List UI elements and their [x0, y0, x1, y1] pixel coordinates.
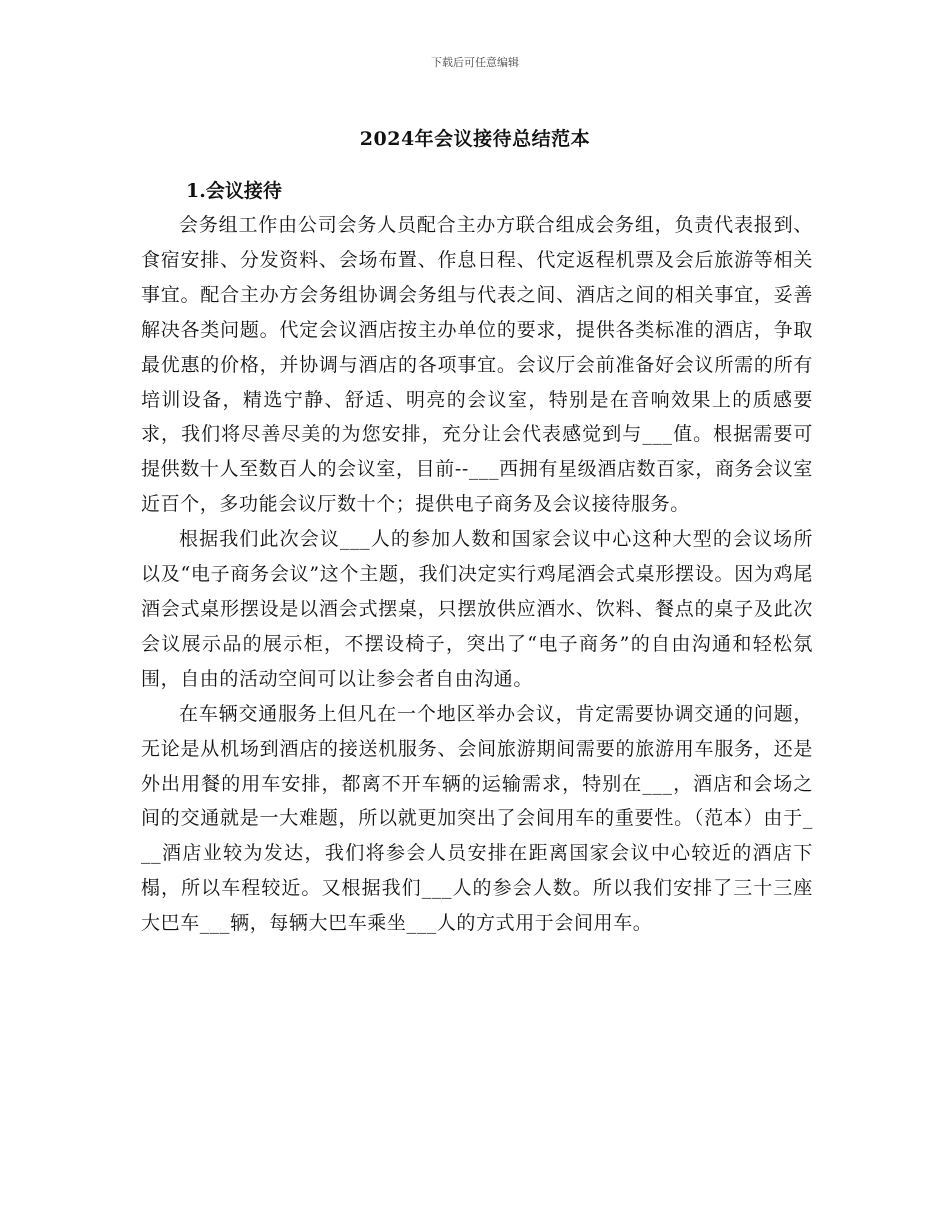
section-heading: 1.会议接待: [186, 180, 282, 202]
paragraph-reception-team: 会务组工作由公司会务人员配合主办方联合组成会务组，负责代表报到、食宿安排、分发资料、会场布置、作息日程、代定返程机票及会后旅游等相关事宜。配合主办方会务组协调会务组与代表之间、酒店之间的相关事宜，妥善解决各类问题。代定会议酒店按主办单位的要求，提供各类标准的酒店，争取最优惠的价格，并协调与酒店的各项事宜。会议厅会前准备好会议所需的所有培训设备，精选宁静、舒适、明亮的会议室，特别是在音响效果上的质感要求，我们将尽善尽美的为您安排，充分让会代表感觉到与___值。根据需要可提供数十人至数百人的会议室，目前--___西拥有星级酒店数百家，商务会议室近百个，多功能会议厅数十个；提供电子商务及会议接待服务。: [141, 214, 813, 516]
paragraph-transport: 在车辆交通服务上但凡在一个地区举办会议，肯定需要协调交通的问题，无论是从机场到酒店的接送机服务、会间旅游期间需要的旅游用车服务，还是外出用餐的用车安排，都离不开车辆的运输需求，特别在___，酒店和会场之间的交通就是一大难题，所以就更加突出了会间用车的重要性。（范本）由于___酒店业较为发达，我们将参会人员安排在距离国家会议中心较近的酒店下榻，所以车程较近。又根据我们___人的参会人数。所以我们安排了三十三座大巴车___辆，每辆大巴车乘坐___人的方式用于会间用车。: [141, 702, 813, 935]
document-title: 2024年会议接待总结范本: [359, 128, 591, 150]
header-note: 下载后可任意编辑: [431, 56, 519, 69]
paragraph-table-layout: 根据我们此次会议___人的参加人数和国家会议中心这种大型的会议场所以及“电子商务会议”这个主题，我们决定实行鸡尾酒会式桌形摆设。因为鸡尾酒会式桌形摆设是以酒会式摆桌，只摆放供应酒水、饮料、餐点的桌子及此次会议展示品的展示柜，不摆设椅子，突出了“电子商务”的自由沟通和轻松氛围，自由的活动空间可以让参会者自由沟通。: [141, 528, 813, 690]
document-body: [141, 208, 813, 941]
